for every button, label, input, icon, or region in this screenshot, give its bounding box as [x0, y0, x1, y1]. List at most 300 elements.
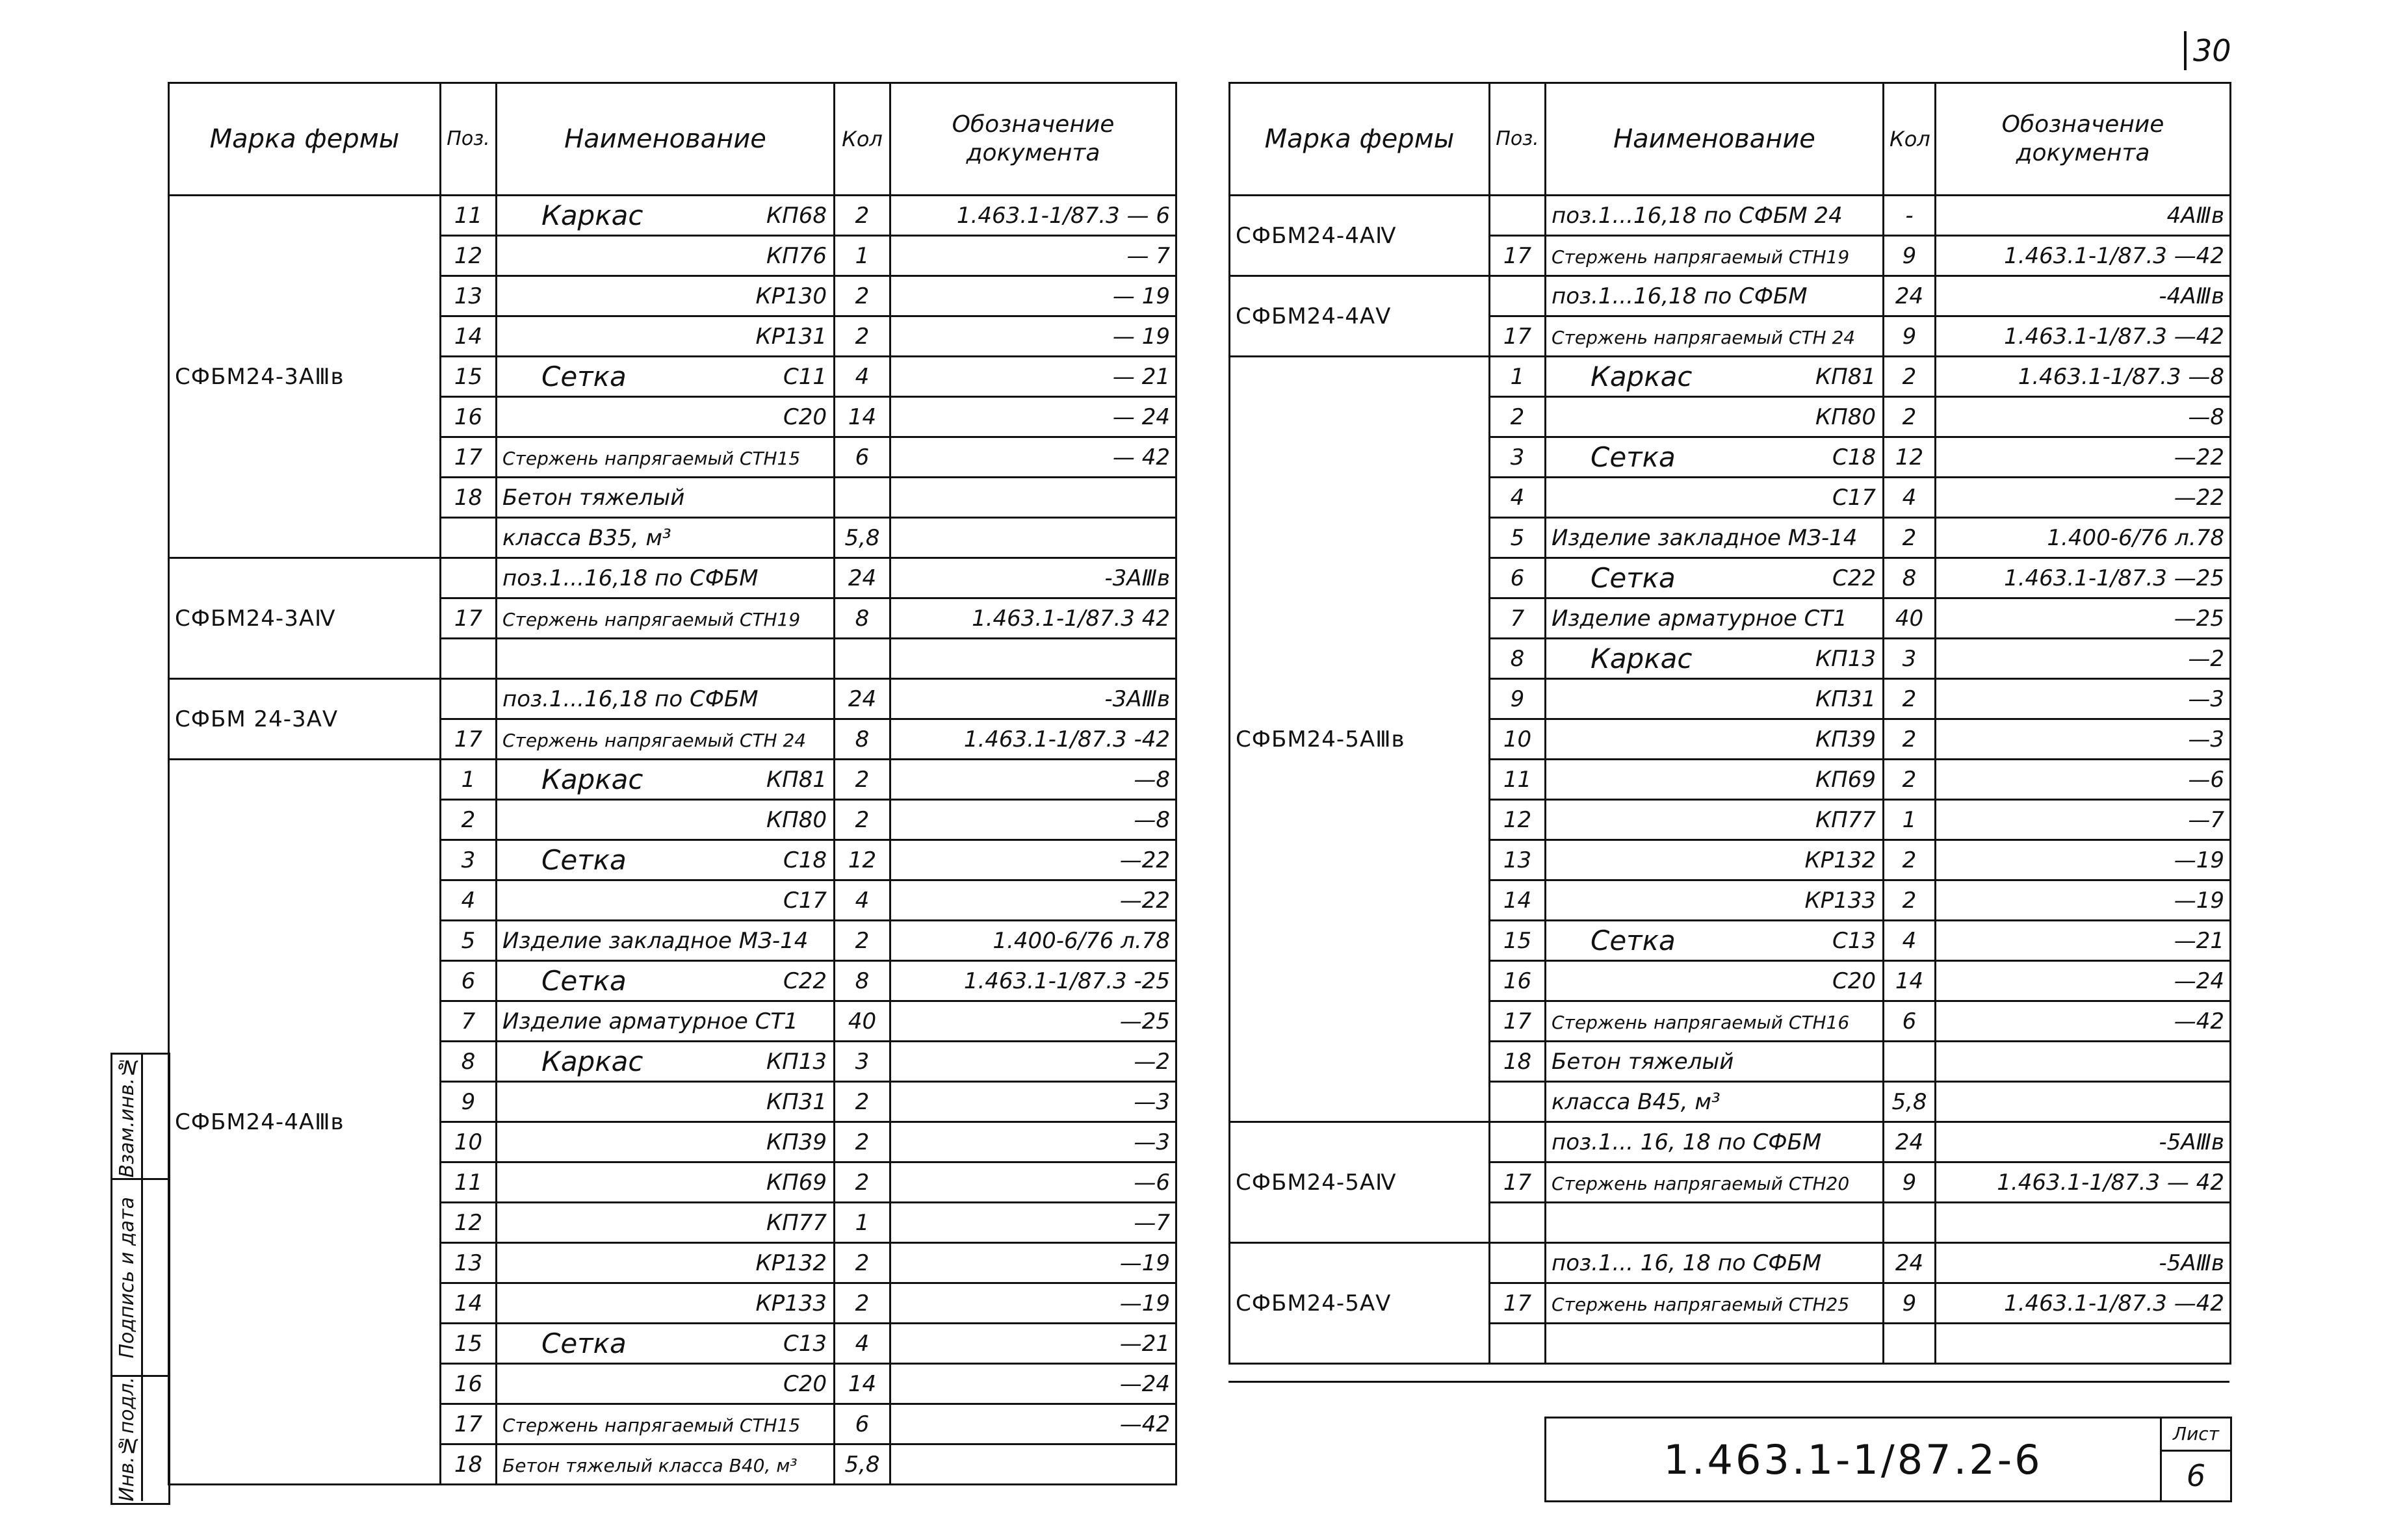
quantity-cell: 2	[835, 316, 890, 357]
item-name: Сетка	[541, 965, 627, 997]
document-cell: —6	[890, 1162, 1176, 1203]
item-name: поз.1...16,18 по СФБМ 24	[1552, 202, 1843, 229]
item-mark: КП77	[1815, 806, 1876, 833]
name-cell	[497, 437, 835, 478]
name-cell	[497, 236, 835, 276]
quantity-cell: 12	[835, 840, 890, 880]
quantity-cell: 6	[1884, 1001, 1936, 1042]
document-cell: 1.463.1-1/87.3 —25	[1936, 558, 2231, 598]
quantity-cell: 2	[835, 1122, 890, 1162]
document-cell: —24	[890, 1364, 1176, 1404]
document-cell: — 19	[890, 316, 1176, 357]
position-cell: 15	[1490, 921, 1546, 961]
document-cell: —19	[890, 1243, 1176, 1283]
quantity-cell: 2	[1884, 760, 1936, 800]
document-cell: 1.400-6/76 л.78	[890, 921, 1176, 961]
position-cell: 17	[1490, 316, 1546, 357]
position-cell: 4	[1490, 478, 1546, 518]
header-pos: Поз.	[1490, 83, 1546, 196]
title-stamp	[1544, 1417, 2232, 1502]
item-mark: КР130	[755, 283, 827, 309]
item-name: Стержень напрягаемый СТН 24	[502, 729, 807, 751]
name-cell	[497, 840, 835, 880]
quantity-cell: 24	[1884, 1243, 1936, 1283]
quantity-cell: 9	[1884, 236, 1936, 276]
position-cell: 3	[441, 840, 497, 880]
name-cell	[497, 1042, 835, 1082]
position-cell: 13	[441, 1243, 497, 1283]
item-name: поз.1... 16, 18 по СФБМ	[1552, 1250, 1822, 1276]
quantity-cell: 2	[835, 1162, 890, 1203]
document-code: 1.463.1-1/87.2-6	[1546, 1418, 2162, 1500]
item-mark: КП81	[1815, 363, 1876, 390]
position-cell: 2	[1490, 397, 1546, 437]
position-cell: 10	[441, 1122, 497, 1162]
quantity-cell: 8	[835, 598, 890, 639]
position-cell: 12	[441, 1203, 497, 1243]
name-cell	[1546, 1082, 1884, 1122]
document-cell	[890, 478, 1176, 518]
table-row	[169, 760, 1176, 800]
document-cell: —19	[1936, 840, 2231, 880]
position-cell: 6	[441, 961, 497, 1001]
name-cell	[1546, 1203, 1884, 1243]
quantity-cell: 5,8	[835, 518, 890, 558]
item-mark: КП68	[766, 202, 827, 229]
document-cell	[890, 518, 1176, 558]
position-cell: 14	[1490, 880, 1546, 921]
item-name: класса В35, м³	[502, 524, 671, 551]
header-doc: Обозначение документа	[1936, 83, 2231, 196]
document-cell: —42	[890, 1404, 1176, 1444]
item-mark: КП81	[766, 766, 827, 793]
name-cell	[1546, 196, 1884, 236]
name-cell	[497, 1404, 835, 1444]
name-cell	[1546, 719, 1884, 760]
name-cell	[1546, 679, 1884, 719]
item-name: поз.1...16,18 по СФБМ	[502, 686, 759, 712]
name-cell	[1546, 1042, 1884, 1082]
table-row	[1230, 196, 2231, 236]
name-cell	[1546, 961, 1884, 1001]
document-cell: —7	[1936, 800, 2231, 840]
quantity-cell: 24	[1884, 276, 1936, 316]
quantity-cell: 9	[1884, 1283, 1936, 1324]
table-row	[1230, 357, 2231, 397]
item-mark: КП69	[1815, 766, 1876, 793]
document-cell: —25	[1936, 598, 2231, 639]
side-cell-signature	[112, 1180, 168, 1377]
item-name: Бетон тяжелый	[502, 484, 685, 511]
document-cell: 1.463.1-1/87.3 — 6	[890, 196, 1176, 236]
quantity-cell: 5,8	[1884, 1082, 1936, 1122]
side-label-signature: Подпись и дата	[115, 1196, 138, 1359]
name-cell	[497, 196, 835, 236]
table-row	[169, 558, 1176, 598]
quantity-cell: 2	[1884, 840, 1936, 880]
quantity-cell: 8	[1884, 558, 1936, 598]
name-cell	[497, 760, 835, 800]
document-cell: —19	[890, 1283, 1176, 1324]
quantity-cell: 2	[835, 921, 890, 961]
document-cell: —42	[1936, 1001, 2231, 1042]
name-cell	[1546, 437, 1884, 478]
table-row	[169, 196, 1176, 236]
item-mark: С18	[783, 847, 827, 873]
document-cell: —24	[1936, 961, 2231, 1001]
item-mark: С20	[783, 404, 827, 430]
sheet-number: 6	[2186, 1458, 2206, 1493]
item-mark: КП76	[766, 242, 827, 269]
page-number: 30	[2184, 31, 2231, 70]
side-cell-inventory	[112, 1377, 168, 1501]
name-cell	[1546, 1001, 1884, 1042]
quantity-cell: 4	[1884, 478, 1936, 518]
position-cell: 9	[1490, 679, 1546, 719]
name-cell	[1546, 316, 1884, 357]
position-cell: 13	[441, 276, 497, 316]
item-name: Изделие арматурное СТ1	[502, 1008, 798, 1034]
position-cell: 12	[441, 236, 497, 276]
document-cell: —6	[1936, 760, 2231, 800]
name-cell	[497, 800, 835, 840]
quantity-cell: 4	[835, 357, 890, 397]
quantity-cell: -	[1884, 196, 1936, 236]
name-cell	[1546, 1243, 1884, 1283]
position-cell: 18	[1490, 1042, 1546, 1082]
item-mark: КП39	[766, 1129, 827, 1155]
mark-cell: СФБМ24-4АⅢв	[169, 760, 441, 1485]
document-cell: —8	[890, 760, 1176, 800]
quantity-cell: 9	[1884, 316, 1936, 357]
mark-cell: СФБМ24-5АⅢв	[1230, 357, 1490, 1122]
table-row	[1230, 1243, 2231, 1283]
position-cell	[1490, 1203, 1546, 1243]
position-cell: 14	[441, 316, 497, 357]
name-cell	[1546, 397, 1884, 437]
item-name: Стержень напрягаемый СТН20	[1552, 1172, 1850, 1194]
mark-cell: СФБМ24-4АⅤ	[1230, 276, 1490, 357]
document-cell: —8	[890, 800, 1176, 840]
document-cell	[1936, 1324, 2231, 1364]
name-cell	[497, 1243, 835, 1283]
item-name: Бетон тяжелый	[1552, 1048, 1734, 1075]
name-cell	[497, 357, 835, 397]
quantity-cell: 6	[835, 437, 890, 478]
item-name: Каркас	[541, 1046, 643, 1077]
header-qty: Кол	[1884, 83, 1936, 196]
position-cell: 12	[1490, 800, 1546, 840]
name-cell	[497, 719, 835, 760]
item-name: Каркас	[1591, 643, 1693, 674]
quantity-cell: 2	[835, 760, 890, 800]
item-name: Стержень напрягаемый СТН 24	[1552, 326, 1856, 348]
item-name: Стержень напрягаемый СТН19	[1552, 246, 1850, 268]
item-mark: КП13	[1815, 645, 1876, 672]
name-cell	[1546, 1283, 1884, 1324]
name-cell	[497, 316, 835, 357]
name-cell	[497, 518, 835, 558]
document-cell: 1.463.1-1/87.3 —42	[1936, 316, 2231, 357]
quantity-cell	[835, 478, 890, 518]
document-cell: -5АⅢв	[1936, 1122, 2231, 1162]
right-table-body	[1230, 196, 2231, 1364]
document-cell: 1.463.1-1/87.3 —8	[1936, 357, 2231, 397]
item-name: Сетка	[541, 844, 627, 876]
quantity-cell: 9	[1884, 1162, 1936, 1203]
document-cell: —3	[1936, 719, 2231, 760]
position-cell: 11	[1490, 760, 1546, 800]
item-name: Сетка	[1591, 925, 1676, 956]
item-mark: С13	[783, 1330, 827, 1357]
position-cell: 13	[1490, 840, 1546, 880]
item-mark: КП69	[766, 1169, 827, 1196]
item-name: Бетон тяжелый класса В40, м³	[502, 1454, 798, 1476]
quantity-cell: 2	[1884, 719, 1936, 760]
position-cell	[1490, 1324, 1546, 1364]
item-mark: С18	[1832, 444, 1876, 470]
item-name: Каркас	[541, 199, 643, 231]
name-cell	[497, 1364, 835, 1404]
name-cell	[497, 478, 835, 518]
item-name: Каркас	[1591, 361, 1693, 392]
quantity-cell: 8	[835, 719, 890, 760]
name-cell	[497, 1324, 835, 1364]
name-cell	[1546, 840, 1884, 880]
position-cell: 17	[441, 1404, 497, 1444]
name-cell	[1546, 880, 1884, 921]
quantity-cell: 8	[835, 961, 890, 1001]
spec-table-left	[168, 82, 1177, 1485]
name-cell	[497, 921, 835, 961]
document-cell: —22	[890, 840, 1176, 880]
item-mark: С13	[1832, 927, 1876, 954]
item-mark: КР131	[755, 323, 827, 350]
name-cell	[497, 880, 835, 921]
position-cell: 2	[441, 800, 497, 840]
quantity-cell: 14	[835, 397, 890, 437]
header-row	[1230, 83, 2231, 196]
name-cell	[497, 961, 835, 1001]
quantity-cell: 4	[1884, 921, 1936, 961]
document-cell: -3АⅢв	[890, 558, 1176, 598]
item-mark: КП39	[1815, 726, 1876, 752]
quantity-cell	[835, 639, 890, 679]
position-cell: 17	[1490, 1001, 1546, 1042]
document-cell: 4АⅢв	[1936, 196, 2231, 236]
quantity-cell: 2	[835, 1082, 890, 1122]
name-cell	[497, 598, 835, 639]
quantity-cell: 1	[835, 1203, 890, 1243]
name-cell	[497, 558, 835, 598]
document-cell: —2	[1936, 639, 2231, 679]
quantity-cell: 12	[1884, 437, 1936, 478]
mark-cell: СФБМ24-5АⅣ	[1230, 1122, 1490, 1243]
document-cell: —19	[1936, 880, 2231, 921]
name-cell	[1546, 800, 1884, 840]
name-cell	[497, 639, 835, 679]
document-cell: — 24	[890, 397, 1176, 437]
name-cell	[497, 276, 835, 316]
header-doc: Обозначение документа	[890, 83, 1176, 196]
document-cell: 1.463.1-1/87.3 -42	[890, 719, 1176, 760]
position-cell: 17	[1490, 1283, 1546, 1324]
position-cell	[1490, 1243, 1546, 1283]
quantity-cell: 2	[835, 1243, 890, 1283]
position-cell: 8	[1490, 639, 1546, 679]
position-cell: 5	[441, 921, 497, 961]
name-cell	[1546, 1162, 1884, 1203]
header-row	[169, 83, 1176, 196]
item-mark: КП80	[1815, 404, 1876, 430]
mark-cell: СФБМ24-5АⅤ	[1230, 1243, 1490, 1364]
quantity-cell	[1884, 1324, 1936, 1364]
position-cell: 4	[441, 880, 497, 921]
item-mark: КР132	[755, 1250, 827, 1276]
document-cell: — 42	[890, 437, 1176, 478]
name-cell	[1546, 518, 1884, 558]
item-mark: С20	[1832, 968, 1876, 994]
header-mark: Марка фермы	[1230, 83, 1490, 196]
mark-cell: СФБМ 24-3АⅤ	[169, 679, 441, 760]
item-name: Сетка	[1591, 562, 1676, 594]
item-name: поз.1...16,18 по СФБМ	[1552, 283, 1808, 309]
position-cell: 17	[441, 598, 497, 639]
name-cell	[1546, 236, 1884, 276]
position-cell: 18	[441, 478, 497, 518]
item-name: Каркас	[541, 764, 643, 795]
item-name: Изделие закладное МЗ-14	[502, 927, 809, 954]
item-mark: КП13	[766, 1048, 827, 1075]
position-cell: 8	[441, 1042, 497, 1082]
side-cell-replacement	[112, 1055, 168, 1180]
table-row	[169, 679, 1176, 719]
quantity-cell: 14	[1884, 961, 1936, 1001]
document-cell: 1.463.1-1/87.3 -25	[890, 961, 1176, 1001]
position-cell: 17	[1490, 1162, 1546, 1203]
item-mark: С22	[783, 968, 827, 994]
position-cell: 16	[1490, 961, 1546, 1001]
table-row	[1230, 276, 2231, 316]
name-cell	[497, 1162, 835, 1203]
item-mark: КП31	[766, 1088, 827, 1115]
quantity-cell: 24	[835, 679, 890, 719]
name-cell	[497, 1001, 835, 1042]
quantity-cell: 2	[1884, 357, 1936, 397]
name-cell	[497, 1082, 835, 1122]
item-mark: С22	[1832, 565, 1876, 591]
quantity-cell: 2	[1884, 880, 1936, 921]
name-cell	[1546, 558, 1884, 598]
position-cell: 17	[441, 719, 497, 760]
header-pos: Поз.	[441, 83, 497, 196]
quantity-cell: 3	[835, 1042, 890, 1082]
name-cell	[1546, 478, 1884, 518]
item-name: Стержень напрягаемый СТН15	[502, 1414, 801, 1436]
document-cell	[1936, 1042, 2231, 1082]
quantity-cell: 14	[835, 1364, 890, 1404]
document-cell	[1936, 1203, 2231, 1243]
quantity-cell: 2	[1884, 397, 1936, 437]
left-table-body	[169, 196, 1176, 1485]
name-cell	[1546, 1122, 1884, 1162]
quantity-cell: 6	[835, 1404, 890, 1444]
document-cell: —2	[890, 1042, 1176, 1082]
position-cell: 5	[1490, 518, 1546, 558]
quantity-cell: 40	[1884, 598, 1936, 639]
quantity-cell	[1884, 1042, 1936, 1082]
position-cell	[441, 639, 497, 679]
position-cell: 1	[441, 760, 497, 800]
document-cell: 1.400-6/76 л.78	[1936, 518, 2231, 558]
item-mark: КП31	[1815, 686, 1876, 712]
name-cell	[1546, 639, 1884, 679]
document-cell: 1.463.1-1/87.3 — 42	[1936, 1162, 2231, 1203]
table-row	[1230, 1122, 2231, 1162]
document-cell: 1.463.1-1/87.3 —42	[1936, 236, 2231, 276]
header-qty: Кол	[835, 83, 890, 196]
quantity-cell: 24	[835, 558, 890, 598]
quantity-cell: 4	[835, 880, 890, 921]
document-cell: —3	[1936, 679, 2231, 719]
position-cell: 7	[441, 1001, 497, 1042]
quantity-cell: 40	[835, 1001, 890, 1042]
side-label-replacement: Взам.инв.№	[115, 1055, 138, 1178]
name-cell	[497, 397, 835, 437]
name-cell	[497, 679, 835, 719]
item-mark: С11	[783, 363, 827, 390]
item-name: класса В45, м³	[1552, 1088, 1721, 1115]
document-cell: 1.463.1-1/87.3 42	[890, 598, 1176, 639]
document-cell: —21	[890, 1324, 1176, 1364]
document-cell: —21	[1936, 921, 2231, 961]
document-cell: —22	[890, 880, 1176, 921]
position-cell: 7	[1490, 598, 1546, 639]
document-cell: —8	[1936, 397, 2231, 437]
position-cell	[1490, 196, 1546, 236]
right-block-baseline	[1228, 1381, 2229, 1383]
position-cell: 3	[1490, 437, 1546, 478]
item-mark: С17	[1832, 484, 1876, 511]
item-name: Сетка	[541, 361, 627, 392]
quantity-cell: 2	[835, 276, 890, 316]
position-cell	[441, 679, 497, 719]
document-cell: —22	[1936, 437, 2231, 478]
quantity-cell: 2	[1884, 518, 1936, 558]
document-cell: — 19	[890, 276, 1176, 316]
item-name: Сетка	[1591, 441, 1676, 473]
mark-cell: СФБМ24-4АⅣ	[1230, 196, 1490, 276]
document-cell: —3	[890, 1082, 1176, 1122]
name-cell	[1546, 921, 1884, 961]
item-name: Сетка	[541, 1328, 627, 1359]
document-cell: -4АⅢв	[1936, 276, 2231, 316]
side-label-inventory: Инв.№подл.	[115, 1376, 138, 1502]
document-cell: — 7	[890, 236, 1176, 276]
mark-cell: СФБМ24-3АⅢв	[169, 196, 441, 558]
item-mark: КР132	[1804, 847, 1876, 873]
item-name: Изделие закладное МЗ-14	[1552, 524, 1858, 551]
quantity-cell: 24	[1884, 1122, 1936, 1162]
position-cell: 17	[441, 437, 497, 478]
name-cell	[497, 1122, 835, 1162]
quantity-cell	[1884, 1203, 1936, 1243]
quantity-cell: 5,8	[835, 1444, 890, 1485]
item-mark: С20	[783, 1370, 827, 1397]
header-mark: Марка фермы	[169, 83, 441, 196]
item-mark: С17	[783, 887, 827, 914]
item-name: Стержень напрягаемый СТН25	[1552, 1293, 1850, 1315]
